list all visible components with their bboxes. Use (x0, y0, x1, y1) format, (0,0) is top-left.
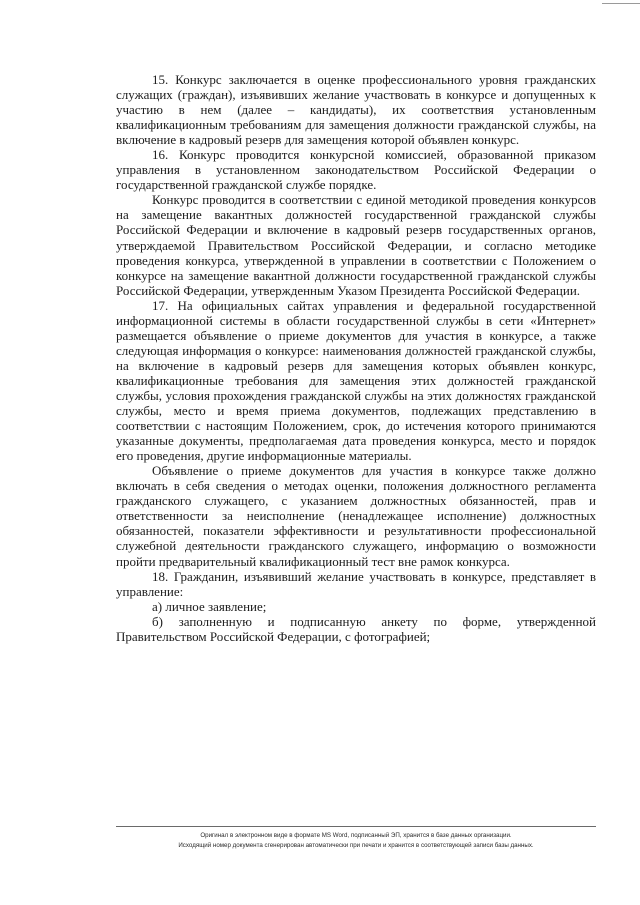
paragraph-18: 18. Гражданин, изъявивший желание участвовать в конкурсе, представляет в управление: (116, 568, 596, 599)
document-body (116, 72, 596, 644)
footer-divider (116, 826, 596, 827)
list-item-b: б) заполненную и подписанную анкету по форме, утвержденной Правительством Российской Федерации, с фотографией; (116, 613, 596, 644)
footer-line-number: Исходящий номер документа сгенерирован автоматически при печати и хранится в соответствующей записи базы данных. (178, 842, 534, 849)
paragraph-15: 15. Конкурс заключается в оценке профессионального уровня гражданских служащих (граждан), изъявивших желание участвовать в конкурсе и допущенных к участию в нем (далее – кандидаты), их соответствия установленным квалификационным требованиям для замещения должности гражданской службы, на включение в кадровый резерв для замещения которой объявлен конкурс. (116, 72, 596, 148)
top-edge-rule (602, 3, 640, 4)
paragraph-17-announcement: Объявление о приеме документов для участия в конкурсе также должно включать в себя сведения о методах оценки, положения должностного регламента гражданского служащего, с указанием должностных обязанностей, прав и ответственности за неисполнение (ненадлежащее исполнение) должностных обязанностей, показатели эффективности и результативности профессиональной служебной деятельности гражданского служащего, информацию о возможности пройти предварительный квалификационный тест вне рамок конкурса. (116, 463, 596, 569)
footer-line-original: Оригинал в электронном виде в формате MS Word, подписанный ЭП, хранится в базе данных организации. (200, 832, 512, 839)
paragraph-16-methodology: Конкурс проводится в соответствии с единой методикой проведения конкурсов на замещение вакантных должностей государственной гражданской службы Российской Федерации и включение в кадровый резерв государственных органов, утверждаемой Правительством Российской Федерации, и согласно методике проведения конкурса, утвержденной в управлении в соответствии с Положением о конкурсе на замещение вакантной должности государственной гражданской службы Российской Федерации, утвержденным Указом Президента Российской Федерации. (116, 192, 596, 298)
paragraph-17: 17. На официальных сайтах управления и федеральной государственной информационной системы в области государственной службы в сети «Интернет» размещается объявление о приеме документов для участия в конкурсе, а также следующая информация о конкурсе: наименования должностей гражданской службы, на включение в кадровый резерв для замещения которых объявлен конкурс, квалификационные требования для замещения этих должностей гражданской службы, условия прохождения гражданской службы на этих должностях гражданской службы, место и время приема документов, подлежащих представлению в соответствии с настоящим Положением, срок, до истечения которого принимаются указанные документы, предполагаемая дата проведения конкурса, место и порядок его проведения, другие информационные материалы. (116, 297, 596, 464)
paragraph-16: 16. Конкурс проводится конкурсной комиссией, образованной приказом управления в установленном законодательством Российской Федерации о государственной гражданской службе порядке. (116, 147, 596, 193)
list-item-a: а) личное заявление; (152, 598, 267, 614)
footer-note (116, 831, 596, 851)
